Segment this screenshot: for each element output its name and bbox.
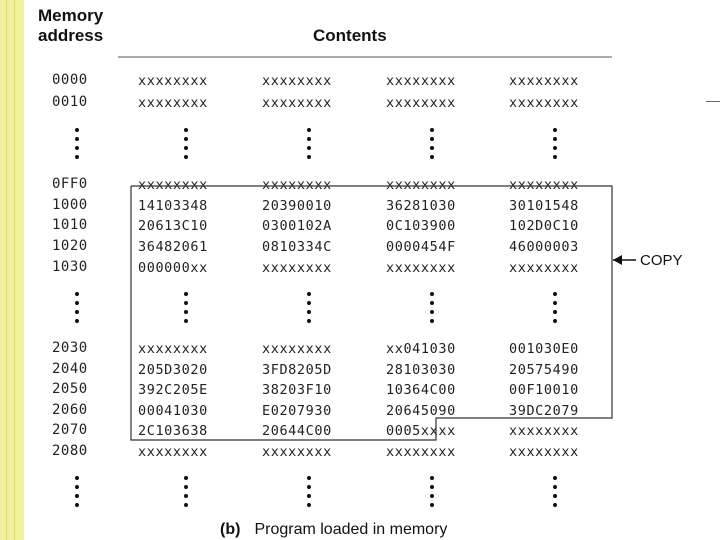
memory-content-cell: 20645090 <box>386 403 456 419</box>
memory-address-cell: 1020 <box>52 238 88 254</box>
memory-content-cell: xxxxxxxx <box>386 260 456 276</box>
memory-content-cell: 28103030 <box>386 362 456 378</box>
memory-content-cell: xxxxxxxx <box>138 73 208 89</box>
memory-content-cell: 000000xx <box>138 260 208 276</box>
memory-content-cell: 20644C00 <box>262 423 332 439</box>
memory-content-cell: 392C205E <box>138 382 208 398</box>
memory-content-cell: 3FD8205D <box>262 362 332 378</box>
memory-content-cell: 0810334C <box>262 239 332 255</box>
memory-content-cell: 205D3020 <box>138 362 208 378</box>
memory-content-cell: xxxxxxxx <box>386 95 456 111</box>
memory-content-cell: 39DC2079 <box>509 403 579 419</box>
memory-address-cell: 2040 <box>52 361 88 377</box>
memory-content-cell: 0C103900 <box>386 218 456 234</box>
memory-address-cell: 2080 <box>52 443 88 459</box>
memory-content-cell: xxxxxxxx <box>262 444 332 460</box>
memory-content-cell: xxxxxxxx <box>138 95 208 111</box>
memory-content-cell: xxxxxxxx <box>138 177 208 193</box>
figure-caption <box>220 521 447 539</box>
memory-content-cell: xxxxxxxx <box>138 341 208 357</box>
memory-content-cell: 00F10010 <box>509 382 579 398</box>
memory-content-cell: 20575490 <box>509 362 579 378</box>
memory-content-cell: xxxxxxxx <box>509 423 579 439</box>
edge-tick <box>706 101 720 102</box>
copy-region-border <box>131 186 612 440</box>
memory-content-cell: xxxxxxxx <box>262 341 332 357</box>
memory-content-cell: 14103348 <box>138 198 208 214</box>
memory-content-cell: xxxxxxxx <box>509 177 579 193</box>
memory-content-cell: 0005xxxx <box>386 423 456 439</box>
memory-content-cell: xx041030 <box>386 341 456 357</box>
memory-content-cell: 102D0C10 <box>509 218 579 234</box>
memory-content-cell: 36482061 <box>138 239 208 255</box>
memory-content-cell: 38203F10 <box>262 382 332 398</box>
memory-address-header: Memory address <box>38 6 104 45</box>
memory-content-cell: xxxxxxxx <box>386 73 456 89</box>
memory-content-cell: 20613C10 <box>138 218 208 234</box>
memory-address-cell: 2030 <box>52 340 88 356</box>
memory-address-cell: 0000 <box>52 72 88 88</box>
caption-text: Program loaded in memory <box>254 521 448 538</box>
memory-address-cell: 0010 <box>52 94 88 110</box>
memory-content-cell: 0000454F <box>386 239 456 255</box>
memory-address-cell: 2050 <box>52 381 88 397</box>
memory-content-cell: xxxxxxxx <box>262 260 332 276</box>
memory-content-cell: 2C103638 <box>138 423 208 439</box>
memory-address-cell: 2070 <box>52 422 88 438</box>
memory-content-cell: xxxxxxxx <box>262 177 332 193</box>
caption-part: (b) <box>220 521 241 538</box>
memory-content-cell: 46000003 <box>509 239 579 255</box>
memory-address-cell: 0FF0 <box>52 176 88 192</box>
memory-address-cell: 1010 <box>52 217 88 233</box>
memory-address-cell: 1000 <box>52 197 88 213</box>
memory-content-cell: E0207930 <box>262 403 332 419</box>
memory-content-cell: xxxxxxxx <box>509 95 579 111</box>
memory-content-cell: xxxxxxxx <box>509 260 579 276</box>
memory-content-cell: xxxxxxxx <box>138 444 208 460</box>
copy-arrow-head <box>613 255 622 265</box>
memory-content-cell: xxxxxxxx <box>386 177 456 193</box>
memory-address-cell: 2060 <box>52 402 88 418</box>
memory-address-cell: 1030 <box>52 259 88 275</box>
memory-content-cell: xxxxxxxx <box>262 95 332 111</box>
memory-content-cell: 0300102A <box>262 218 332 234</box>
memory-content-cell: xxxxxxxx <box>262 73 332 89</box>
contents-header: Contents <box>313 26 387 45</box>
memory-content-cell: 30101548 <box>509 198 579 214</box>
memory-content-cell: xxxxxxxx <box>509 73 579 89</box>
memory-content-cell: 001030E0 <box>509 341 579 357</box>
memory-content-cell: 36281030 <box>386 198 456 214</box>
copy-label: COPY <box>640 252 683 269</box>
memory-content-cell: 10364C00 <box>386 382 456 398</box>
memory-content-cell: 00041030 <box>138 403 208 419</box>
memory-content-cell: 20390010 <box>262 198 332 214</box>
memory-content-cell: xxxxxxxx <box>386 444 456 460</box>
memory-content-cell: xxxxxxxx <box>509 444 579 460</box>
